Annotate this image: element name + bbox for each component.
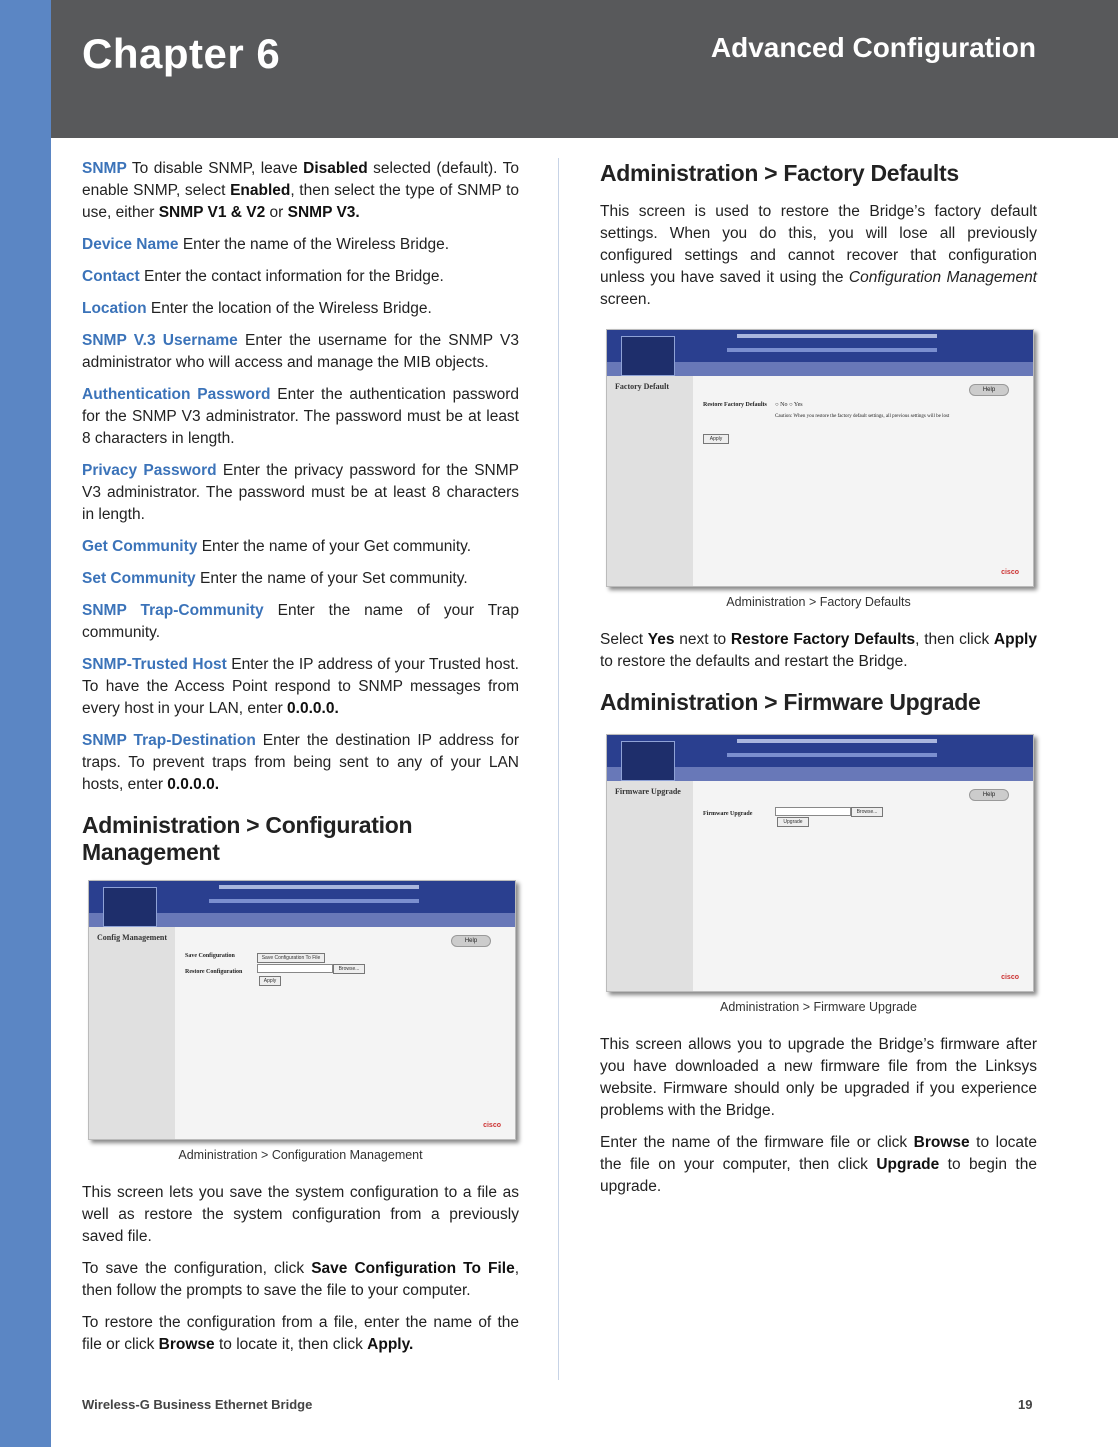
bold-text: Enabled [230,182,291,199]
italic-text: Configuration Management [848,269,1037,286]
help-button[interactable]: Help [969,384,1009,396]
section-title: Advanced Configuration [710,32,1036,63]
text: To save the configuration, click [82,1260,312,1277]
bold-text: Yes [647,631,675,648]
def-set-community [82,568,519,590]
def-text: selected (default). To enable SNMP, select [82,160,519,199]
term: SNMP Trap-Community [82,602,264,619]
term: Device Name [82,236,179,253]
left-color-bar [0,0,51,1447]
screenshot-topbar [607,330,1033,362]
bold-text: Apply. [367,1336,414,1353]
factory-intro [600,201,1037,311]
caption-config-management: Administration > Configuration Management [178,1148,423,1162]
firmware-upgrade-label: Firmware Upgrade [703,811,753,817]
def-trap-destination [82,730,519,796]
apply-button[interactable]: Apply [259,976,281,986]
def-text: Enter the IP address of your Trusted host. To have the Access Point respond to SNMP messages from every host in your LAN, enter [82,656,519,717]
heading-firmware-upgrade: Administration > Firmware Upgrade [600,689,981,715]
heading-factory-defaults: Administration > Factory Defaults [600,160,959,186]
caution-text: Caution: When you restore the factory default settings, all previous settings will be lost [775,414,950,419]
term: Privacy Password [82,462,217,479]
text: Enter the name of the firmware file or click [600,1134,914,1151]
text: to locate it, then click [214,1336,368,1353]
def-trusted-host [82,654,519,720]
def-get-community [82,536,519,558]
restore-file-input[interactable] [257,964,333,973]
nav-text [737,334,937,338]
bold-text: Apply [993,631,1037,648]
def-text: Enter the name of your Set community. [195,570,468,587]
sidebar-label: Config Management [97,933,167,942]
firmware-instructions [600,1132,1037,1198]
term: Location [82,300,147,317]
def-text: Enter the name of your Get community. [197,538,472,555]
bold-text: SNMP V3. [287,204,360,221]
cisco-logo: cisco [1001,974,1019,981]
help-button[interactable]: Help [451,935,491,947]
def-contact [82,266,519,288]
def-text: Enter the username for the SNMP V3 administrator who will access and manage the MIB objects. [82,332,519,371]
term: SNMP V.3 Username [82,332,238,349]
term: SNMP Trap-Destination [82,732,256,749]
text: to locate the file on your computer, then click [600,1134,1037,1173]
screenshot-topbar [89,881,515,913]
bold-text: SNMP V1 & V2 [158,204,266,221]
factory-instructions [600,629,1037,673]
bold-text: 0.0.0.0. [287,700,339,717]
sidebar-label: Factory Default [615,382,669,391]
def-privacy-password [82,460,519,526]
def-device-name [82,234,519,256]
left-column [82,158,519,1366]
term: Set Community [82,570,196,587]
text: This screen is used to restore the Bridge’s factory default settings. When you do this, you will lose all previously configured settings and cannot recover that configuration unless you have saved it using the [600,203,1037,286]
screenshot-firmware-upgrade [606,734,1034,992]
term: Authentication Password [82,386,271,403]
nav-text [219,885,419,889]
apply-button[interactable]: Apply [703,434,729,444]
right-column [600,158,1037,1208]
text: screen. [600,291,651,308]
bold-text: Save Configuration To File [311,1260,515,1277]
footer-product-name: Wireless-G Business Ethernet Bridge [82,1397,313,1412]
screenshot-topbar [607,735,1033,767]
caption-factory-defaults: Administration > Factory Defaults [726,595,911,609]
text: , then click [915,631,994,648]
page-number: 19 [1018,1397,1033,1412]
def-trap-community [82,600,519,644]
def-text: Enter the name of the Wireless Bridge. [178,236,450,253]
def-text: Enter the destination IP address for traps. To prevent traps from being sent to any of your LAN hosts, enter [82,732,519,793]
nav-text [727,753,937,757]
cisco-logo: cisco [1001,569,1019,576]
save-config-label: Save Configuration [185,953,235,959]
term: SNMP [82,160,127,177]
def-text: or [265,204,288,221]
firmware-file-input[interactable] [775,807,851,816]
linksys-logo [621,741,675,781]
term: SNMP-Trusted Host [82,656,227,673]
def-text: Enter the location of the Wireless Bridge. [146,300,432,317]
heading-config-management: Administration > Configuration Management [82,812,413,865]
text: to begin the upgrade. [600,1156,1037,1195]
restore-config-label: Restore Configuration [185,969,243,975]
browse-button[interactable]: Browse... [851,807,883,817]
text: to restore the defaults and restart the Bridge. [600,653,908,670]
column-divider [558,158,559,1380]
term: Contact [82,268,140,285]
def-snmp-v3-username [82,330,519,374]
text: Select [600,631,648,648]
screenshot-sidebar [89,927,175,1139]
bold-text: Upgrade [876,1156,940,1173]
bold-text: Browse [158,1336,215,1353]
def-text: Enter the contact information for the Bridge. [139,268,444,285]
linksys-logo [103,887,157,927]
def-text: Enter the authentication password for the SNMP V3 administrator. The password must be at least 8 characters in length. [82,386,519,447]
def-text: Enter the name of your Trap community. [82,602,519,641]
config-save-instructions [82,1258,519,1302]
cisco-logo: cisco [483,1122,501,1129]
text: To restore the configuration from a file, enter the name of the file or click [82,1314,519,1353]
linksys-logo [621,336,675,376]
restore-defaults-radio[interactable]: ○ No ○ Yes [775,402,803,408]
chapter-title: Chapter 6 [82,30,281,77]
def-text: , then select the type of SNMP to use, either [82,182,520,221]
bold-text: Disabled [303,160,368,177]
bold-text: 0.0.0.0. [167,776,220,793]
bold-text: Browse [913,1134,970,1151]
config-restore-instructions [82,1312,519,1356]
nav-text [727,348,937,352]
def-text: Enter the privacy password for the SNMP V3 administrator. The password must be at least 8 characters in length. [82,462,519,523]
screenshot-sidebar [607,781,693,991]
def-snmp [82,158,519,224]
screenshot-factory-defaults [606,329,1034,587]
screenshot-config-management [88,880,516,1140]
nav-text [737,739,937,743]
firmware-intro: This screen allows you to upgrade the Bridge’s firmware after you have downloaded a new firmware file from the Linksys website. Firmware should only be upgraded if you experience problems with the Bridge. [600,1036,1037,1119]
bold-text: Restore Factory Defaults [730,631,916,648]
sidebar-label: Firmware Upgrade [615,787,681,796]
nav-text [209,899,419,903]
screenshot-sidebar [607,376,693,586]
upgrade-button[interactable]: Upgrade [777,817,809,827]
help-button[interactable]: Help [969,789,1009,801]
def-text: To disable SNMP, leave [126,160,304,177]
caption-firmware-upgrade: Administration > Firmware Upgrade [720,1000,917,1014]
term: Get Community [82,538,198,555]
def-location [82,298,519,320]
text: , then follow the prompts to save the file to your computer. [82,1260,519,1299]
config-intro: This screen lets you save the system configuration to a file as well as restore the system configuration from a previously saved file. [82,1184,519,1245]
restore-defaults-label: Restore Factory Defaults [703,402,767,408]
def-auth-password [82,384,519,450]
text: next to [674,631,731,648]
save-config-button[interactable]: Save Configuration To File [257,953,325,963]
browse-button[interactable]: Browse... [333,964,365,974]
